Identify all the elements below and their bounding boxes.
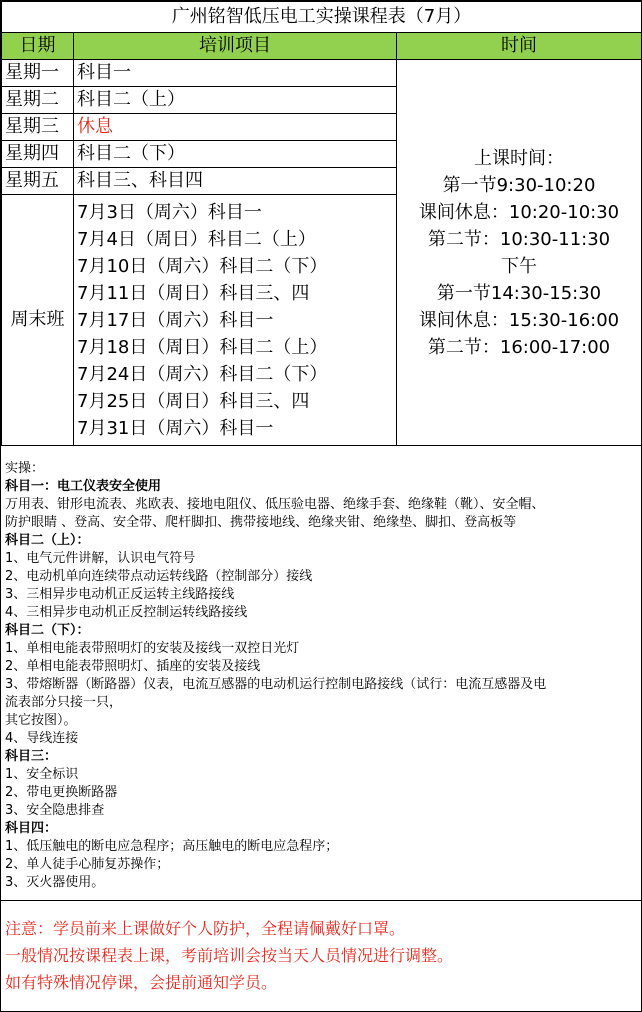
note-line: 2、电动机单向连续带点动运转线路（控制部分）接线 — [5, 569, 313, 584]
weekend-item: 7月17日（周六）科目一 — [77, 309, 274, 331]
day-cell: 星期一 — [2, 60, 74, 87]
time-line: 第一节14:30-15:30 — [436, 282, 602, 304]
time-line: 第一节9:30-10:20 — [442, 174, 596, 196]
note-line: 防护眼睛 、登高、安全带、爬杆脚扣、携带接地线、绝缘夹钳、绝缘垫、脚扣、登高板等 — [5, 515, 517, 530]
day-cell: 星期五 — [2, 168, 74, 195]
weekend-item: 7月24日（周六）科目二（下） — [77, 363, 328, 385]
note-heading: 科目三： — [5, 749, 58, 764]
header-day: 日期 — [2, 33, 74, 60]
note-line: 2、单相电能表带照明灯、插座的安装及接线 — [5, 659, 261, 674]
time-cell — [397, 60, 642, 446]
weekend-item: 7月11日（周日）科目三、四 — [77, 282, 310, 304]
table-row — [2, 60, 642, 87]
weekend-label: 周末班 — [2, 195, 74, 446]
note-line: 2、带电更换断路器 — [5, 785, 118, 800]
subject-cell: 科目一 — [74, 60, 397, 87]
note-heading: 科目四： — [5, 821, 58, 836]
note-line: 3、灭火器使用。 — [5, 875, 105, 890]
notice-line: 一般情况按课程表上课，考前培训会按当天人员情况进行调整。 — [5, 946, 454, 965]
time-line: 第二节：10:30-11:30 — [427, 228, 611, 250]
subject-cell: 科目三、科目四 — [74, 168, 397, 195]
header-subject: 培训项目 — [74, 33, 397, 60]
subject-cell: 科目二（下） — [74, 141, 397, 168]
notice-line: 如有特殊情况停课，会提前通知学员。 — [5, 973, 278, 992]
weekend-item: 7月10日（周六）科目二（下） — [77, 255, 328, 277]
notice-section — [1, 901, 641, 996]
weekend-item: 7月4日（周日）科目二（上） — [77, 228, 316, 250]
header-time: 时间 — [397, 33, 642, 60]
note-line: 4、导线连接 — [5, 731, 79, 746]
time-line: 上课时间： — [474, 147, 565, 169]
time-line: 下午 — [501, 255, 538, 277]
note-line: 1、低压触电的断电应急程序；高压触电的断电应急程序； — [5, 839, 339, 854]
note-line: 1、安全标识 — [5, 767, 79, 782]
note-line: 3、安全隐患排查 — [5, 803, 105, 818]
note-line: 万用表、钳形电流表、兆欧表、接地电阻仪、低压验电器、绝缘手套、绝缘鞋（靴）、安全帽、 — [5, 497, 545, 512]
weekend-list — [74, 195, 397, 446]
note-heading: 科目二（下）： — [5, 623, 90, 638]
weekend-item: 7月3日（周六）科目一 — [77, 201, 262, 223]
note-line: 2、单人徒手心肺复苏操作； — [5, 857, 170, 872]
table-header-row — [2, 33, 642, 60]
note-heading: 科目一：电工仪表安全使用 — [5, 479, 162, 494]
note-line: 其它按图）。 — [5, 713, 77, 728]
note-line: 4、三相异步电动机正反控制运转线路接线 — [5, 605, 248, 620]
weekend-item: 7月25日（周日）科目三、四 — [77, 390, 310, 412]
time-line: 课间休息：15:30-16:00 — [418, 309, 620, 331]
notice-line: 注意：学员前来上课做好个人防护，全程请佩戴好口罩。 — [5, 919, 406, 938]
day-cell: 星期三 — [2, 114, 74, 141]
note-line: 1、单相电能表带照明灯的安装及接线一双控日光灯 — [5, 641, 300, 656]
note-line: 3、带熔断器（断路器）仪表，电流互感器的电动机运行控制电路接线（试行：电流互感器及电 — [5, 677, 547, 692]
time-line: 课间休息：10:20-10:30 — [418, 201, 620, 223]
weekend-item: 7月31日（周六）科目一 — [77, 417, 274, 439]
day-cell: 星期四 — [2, 141, 74, 168]
schedule-table — [1, 1, 642, 446]
note-line: 流表部分只接一只， — [5, 695, 123, 710]
subject-cell-rest: 休息 — [74, 114, 397, 141]
time-line: 第二节：16:00-17:00 — [427, 336, 611, 358]
note-line: 1、电气元件讲解，认识电气符号 — [5, 551, 196, 566]
note-line: 3、三相异步电动机正反运转主线路接线 — [5, 587, 235, 602]
note-line: 实操： — [5, 461, 45, 476]
weekend-item: 7月18日（周日）科目二（上） — [77, 336, 328, 358]
note-heading: 科目二（上）： — [5, 533, 90, 548]
practical-notes — [1, 446, 641, 901]
page-title: 广州铭智低压电工实操课程表（7月） — [2, 2, 642, 33]
day-cell: 星期二 — [2, 87, 74, 114]
subject-cell: 科目二（上） — [74, 87, 397, 114]
